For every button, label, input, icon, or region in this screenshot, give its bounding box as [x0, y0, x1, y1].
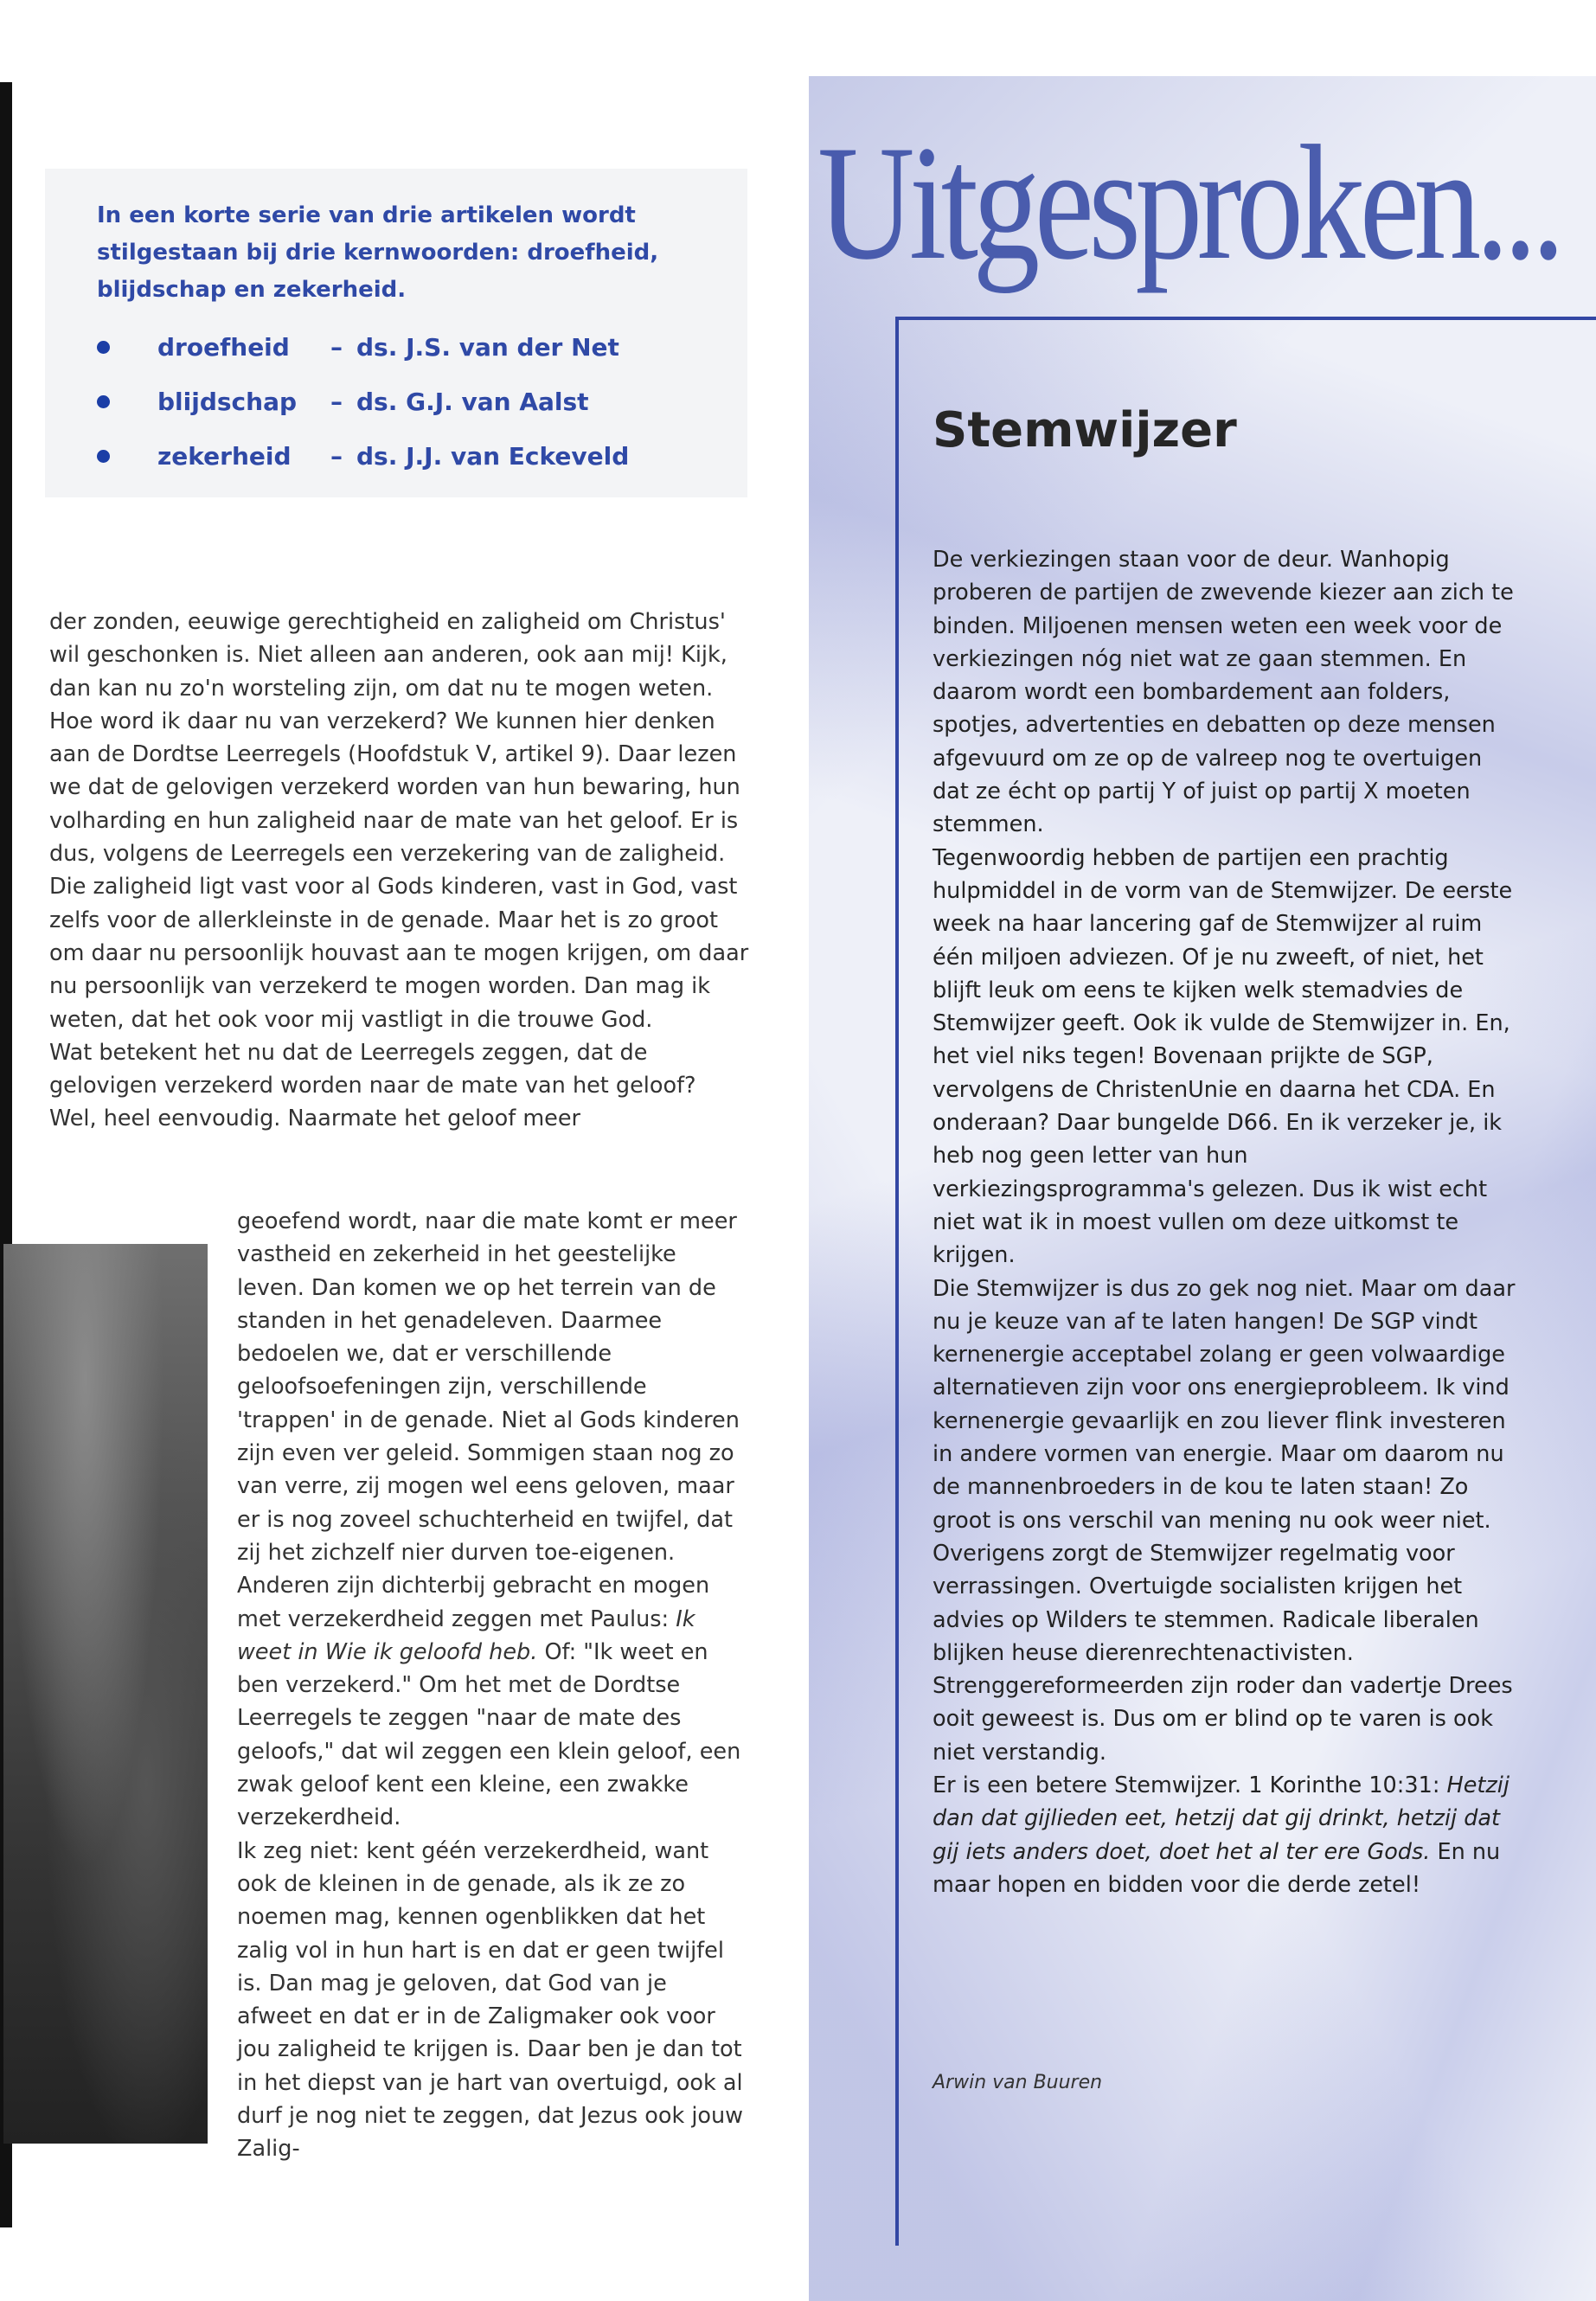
body-paragraph — [933, 1769, 1521, 1901]
series-author: ds. G.J. van Aalst — [356, 388, 589, 416]
series-item — [97, 320, 629, 375]
text-run: En nu maar hopen en bidden voor die derde zetel! — [933, 1838, 1501, 1898]
masthead-rule — [895, 317, 1596, 320]
bullet-icon — [97, 341, 110, 354]
series-author: ds. J.J. van Eckeveld — [356, 442, 630, 471]
right-article-body — [933, 543, 1521, 1901]
author-byline: Arwin van Buuren — [933, 2072, 1103, 2093]
bullet-icon — [97, 450, 110, 463]
body-paragraph: Die Stemwijzer is dus zo gek nog niet. Maar om daar nu je keuze van af te laten hangen! De SGP vindt kernenergie acceptabel zolang er geen volwaardige alternatieven zijn voor ons energieprobleem. Ik vind kernenergie gevaarlijk en zou liever flink investeren in andere vormen van energie. Maar om daarom nu de mannenbroeders in de kou te laten staan! Zo groot is ons verschil van mening nu ook weer niet. Overigens zorgt de Stemwijzer regelmatig voor verrassingen. Overtuigde socialisten krijgen het advies op Wilders te stemmen. Radicale liberalen blijken heuse dierenrechtenactivisten. Strenggereformeerden zijn roder dan vadertje Drees ooit geweest is. Dus om er blind op te varen is ook niet verstandig. — [933, 1275, 1516, 1766]
series-dash: – — [330, 388, 343, 416]
left-article-side — [237, 1205, 747, 2166]
series-word: zekerheid — [157, 442, 292, 471]
series-dash: – — [330, 442, 343, 471]
masthead: Uitgesproken... — [817, 112, 1560, 294]
quote-text: Ik weet in Wie ik geloofd heb. — [237, 1606, 695, 1665]
column-rule — [895, 317, 899, 2246]
left-article-top — [49, 606, 750, 1136]
body-paragraph: Ik zeg niet: kent géén verzekerdheid, want ook de kleinen in de genade, als ik ze zo noemen mag, kennen ogenblikken dat het zalig vol in hun hart is en dat er geen twijfel is. Dan mag je geloven, dat God van je afweet en dat er in de Zaligmaker ook voor jou zaligheid te krijgen is. Daar ben je dan tot in het diepst van je hart van overtuigd, ook al durf je nog niet te zeggen, dat Jezus ook jouw Zalig- — [237, 1837, 744, 2163]
series-item — [97, 429, 629, 484]
body-paragraph — [237, 1205, 747, 1835]
series-dash: – — [330, 333, 343, 362]
series-item — [97, 375, 629, 429]
text-run: Er is een betere Stemwijzer. 1 Korinthe 10:31: — [933, 1772, 1440, 1798]
series-author: ds. J.S. van der Net — [356, 333, 619, 362]
portrait-photo — [3, 1244, 208, 2144]
quote-text: Hetzij dan dat gijlieden eet, hetzij dat gij drinkt, hetzij dat gij iets anders doet, doet het al ter ere Gods. — [933, 1772, 1509, 1865]
series-word: droefheid — [157, 333, 290, 362]
intro-text: In een korte serie van drie artikelen wordt stilgestaan bij drie kernwoorden: droefheid, blijdschap en zekerheid. — [97, 202, 659, 303]
series-word: blijdschap — [157, 388, 298, 416]
text-run: Of: "Ik weet en ben verzekerd." Om het met de Dordtse Leerregels te zeggen "naar de mate des geloofs," dat wil zeggen een klein geloof, een zwak geloof kent een kleine, een zwakke verzekerdheid. — [237, 1638, 741, 1831]
body-paragraph: Tegenwoordig hebben de partijen een prachtig hulpmiddel in de vorm van de Stemwijzer. De eerste week na haar lancering gaf de Stemwijzer al ruim één miljoen adviezen. Of je nu zweeft, of niet, het blijft leuk om eens te kijken welk stemadvies de Stemwijzer geeft. Ook ik vulde de Stemwijzer in. En, het viel niks tegen! Bovenaan prijkte de SGP, vervolgens de ChristenUnie en daarna het CDA. En onderaan? Daar bungelde D66. En ik verzeker je, ik heb nog geen letter van hun verkiezingsprogramma's gelezen. Dus ik wist echt niet wat ik in moest vullen om deze uitkomst te krijgen. — [933, 844, 1513, 1269]
bullet-icon — [97, 395, 110, 408]
article-title: Stemwijzer — [933, 402, 1237, 458]
body-paragraph: De verkiezingen staan voor de deur. Wanhopig proberen de partijen de zwevende kiezer aan zich te binden. Miljoenen mensen weten een week voor de verkiezingen nóg niet wat ze gaan stemmen. En daarom wordt een bombardement aan folders, spotjes, advertenties en debatten op deze mensen afgevuurd om ze op de valreep nog te overtuigen dat ze écht op partij Y of juist op partij X moeten stemmen. — [933, 547, 1514, 838]
series-list — [97, 320, 629, 484]
body-paragraph: der zonden, eeuwige gerechtigheid en zaligheid om Christus' wil geschonken is. Niet alleen aan anderen, ook aan mij! Kijk, dan kan nu zo'n worsteling zijn, om dat nu te mogen weten. Hoe word ik daar nu van verzekerd? We kunnen hier denken aan de Dordtse Leerregels (Hoofdstuk V, artikel 9). Daar lezen we dat de gelovigen verzekerd worden van hun bewaring, hun volharding en hun zaligheid naar de mate van het geloof. Er is dus, volgens de Leerregels een verzekering van de zaligheid. Die zaligheid ligt vast voor al Gods kinderen, vast in God, vast zelfs voor de allerkleinste in de genade. Maar het is zo groot om daar nu persoonlijk houvast aan te mogen krijgen, om daar nu persoonlijk van verzekerd te mogen worden. Dan mag ik weten, dat het ook voor mij vastligt in die trouwe God. — [49, 609, 749, 1033]
text-run: geoefend wordt, naar die mate komt er meer vastheid en zekerheid in het geestelijke leven. Dan komen we op het terrein van de standen in het genadeleven. Daarmee bedoelen we, dat er verschillende geloofsoefeningen zijn, verschillende 'trappen' in de genade. Niet al Gods kinderen zijn even ver geleid. Sommigen staan nog zo van verre, zij mogen wel eens geloven, maar er is nog zoveel schuchterheid en twijfel, dat zij het zichzelf nier durven toe-eigenen. Anderen zijn dichterbij gebracht en mogen met verzekerdheid zeggen met Paulus: — [237, 1208, 740, 1632]
body-paragraph: Wat betekent het nu dat de Leerregels zeggen, dat de gelovigen verzekerd worden naar de mate van het geloof? Wel, heel eenvoudig. Naarmate het geloof meer — [49, 1039, 696, 1132]
